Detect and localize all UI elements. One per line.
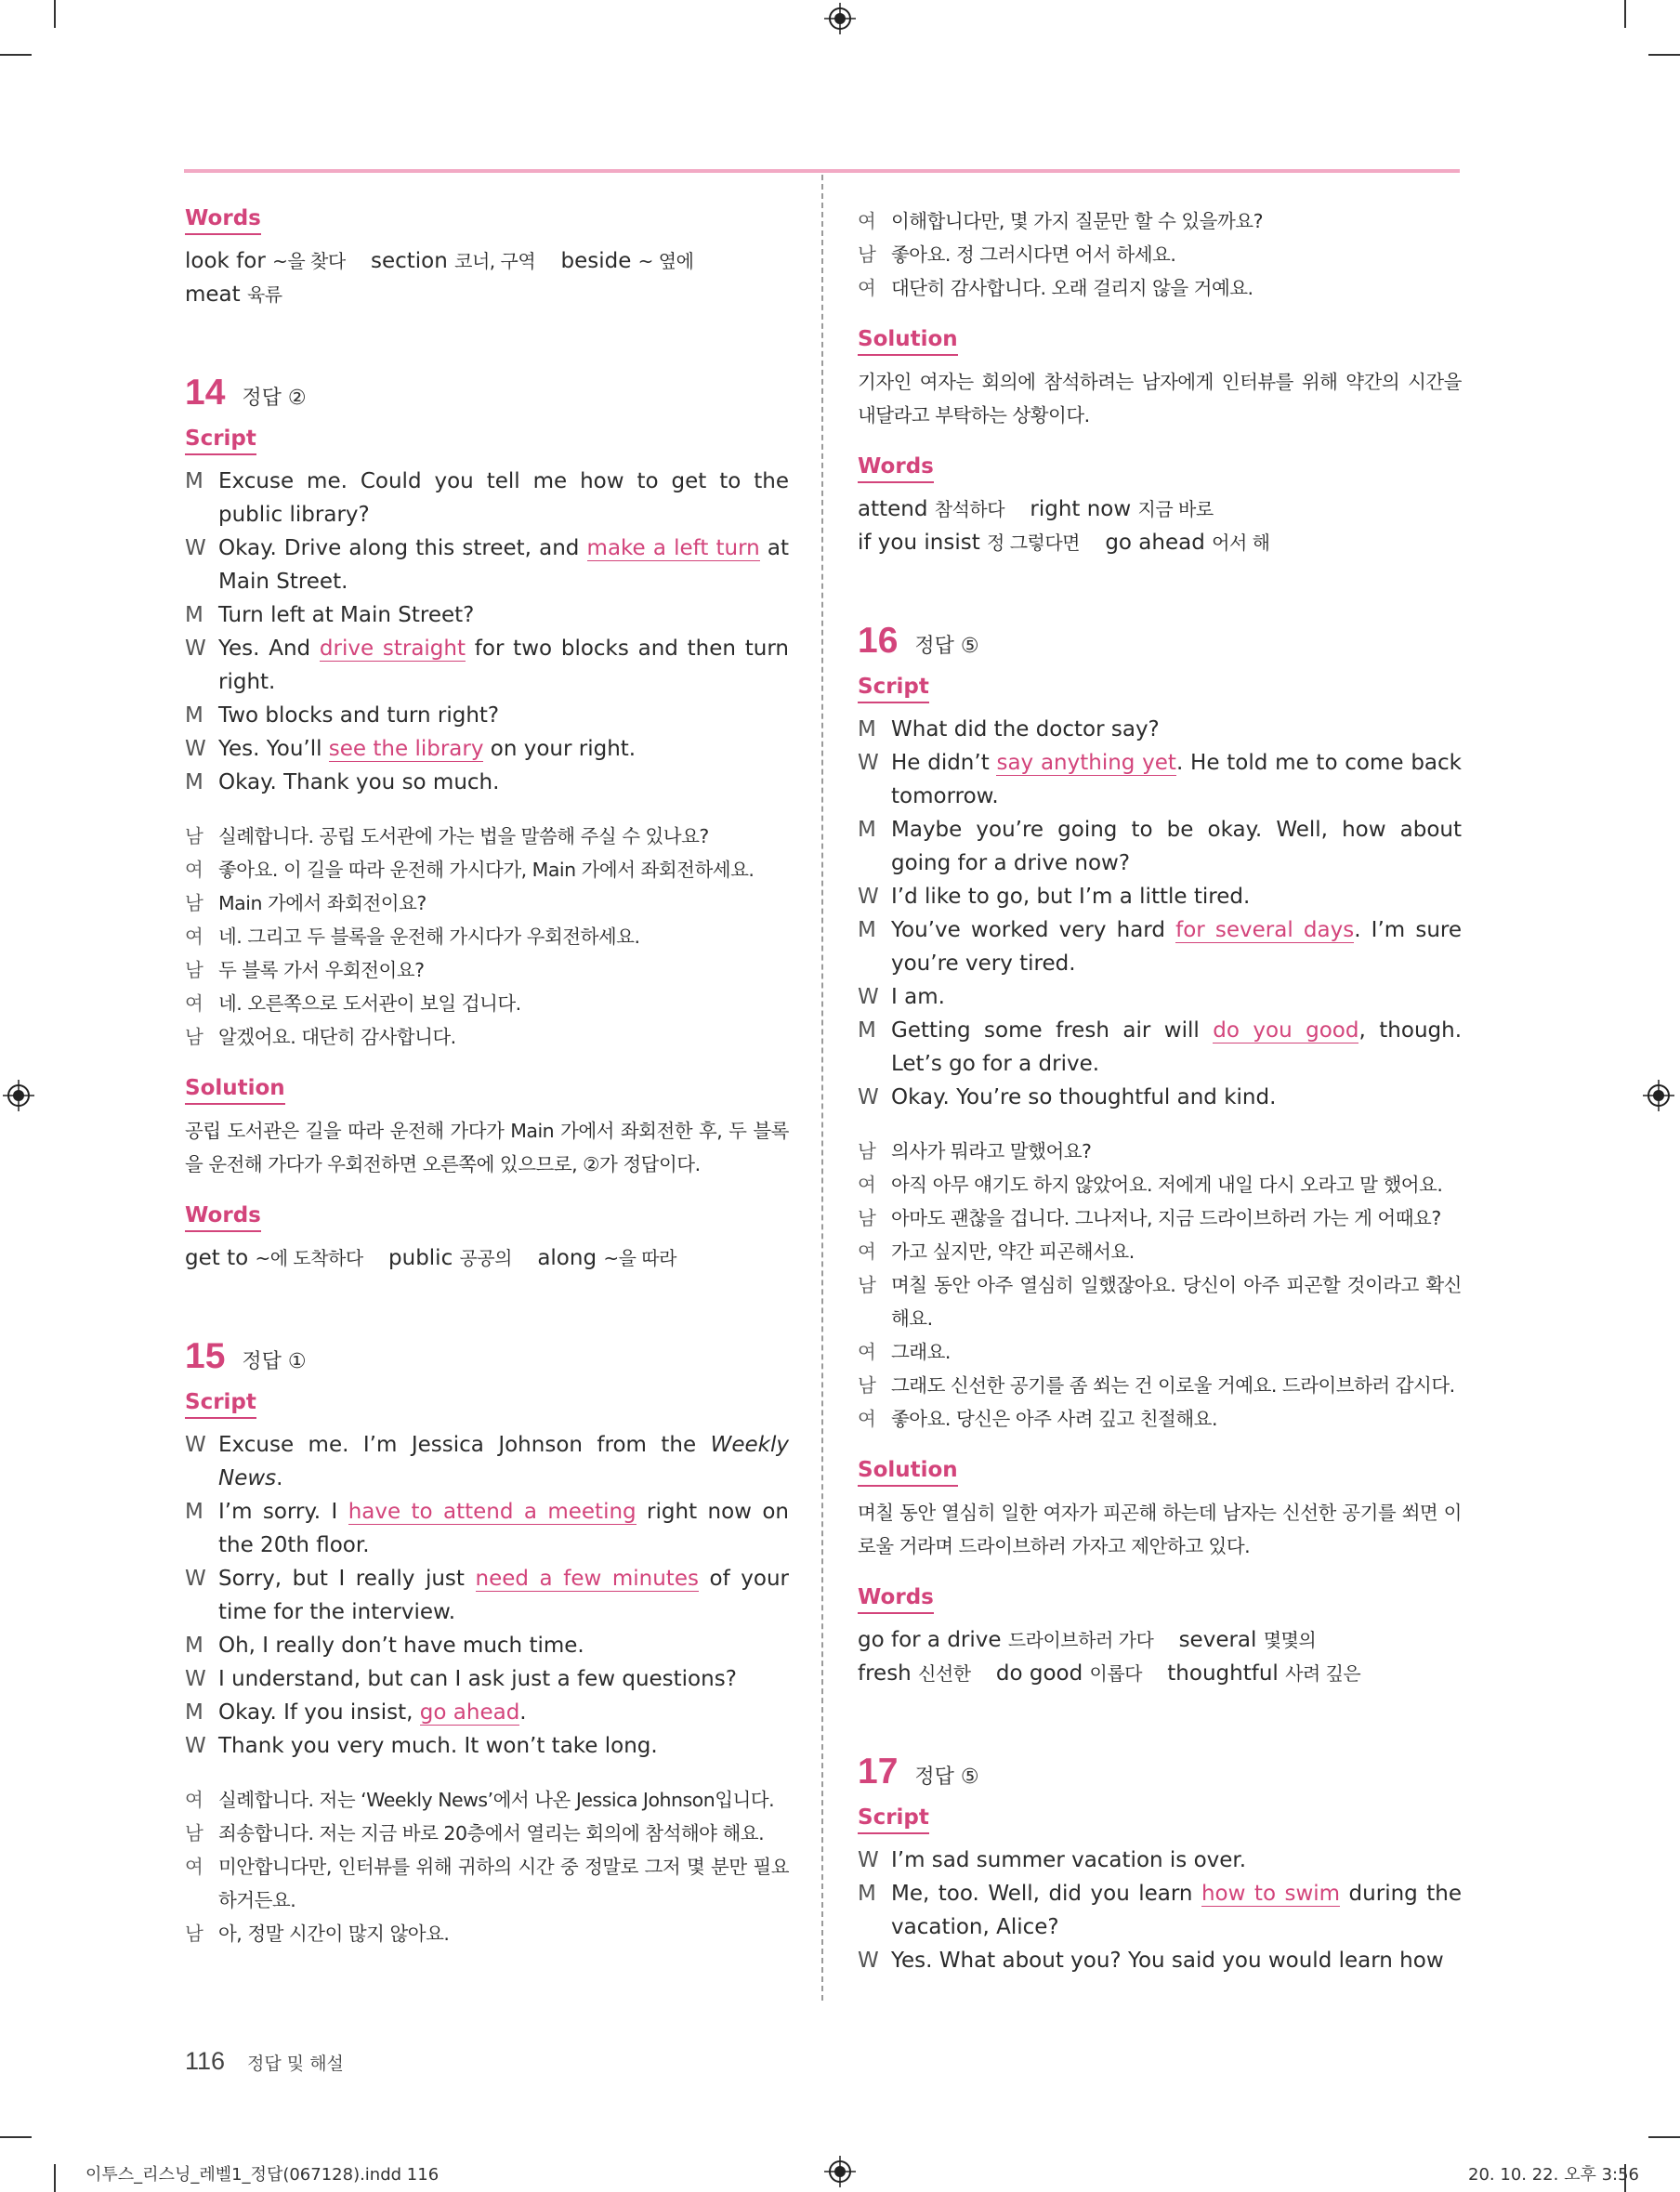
speaker-label: 남 xyxy=(185,959,203,981)
vocab-term: go ahead xyxy=(1105,531,1205,555)
speaker-label: 여 xyxy=(185,992,203,1015)
vocab-term: get to xyxy=(185,1246,249,1270)
vocab-term: several xyxy=(1178,1628,1257,1652)
vocab-item xyxy=(858,1628,1153,1652)
translation-text: 의사가 뭐라고 말했어요? xyxy=(891,1140,1092,1162)
translation-line xyxy=(185,886,789,920)
script-label: Script xyxy=(858,673,929,703)
key-phrase: do you good xyxy=(1213,1018,1359,1043)
speaker-label: 여 xyxy=(858,1174,876,1196)
vocab-meaning: 참석하다 xyxy=(934,498,1005,520)
vocab-item xyxy=(371,249,535,273)
top-rule xyxy=(184,169,1460,173)
script-line xyxy=(185,766,789,799)
script-text xyxy=(218,532,789,598)
text-run: What did the doctor say? xyxy=(891,717,1160,742)
translation-line xyxy=(858,271,1462,305)
script-line xyxy=(858,746,1462,813)
page-number: 116 xyxy=(185,2047,226,2075)
vocab-item xyxy=(1030,497,1213,521)
script-label: Script xyxy=(185,1388,256,1419)
vocab-meaning: 드라이브하러 가다 xyxy=(1007,1629,1154,1651)
script-text xyxy=(891,1014,1462,1081)
question-number: 15 xyxy=(185,1336,226,1376)
script-line xyxy=(185,1562,789,1629)
text-run: I am. xyxy=(891,985,945,1009)
script-text xyxy=(218,1696,789,1729)
script-label: Script xyxy=(858,1804,929,1834)
speaker-label: M xyxy=(185,469,203,493)
script-line xyxy=(858,713,1462,746)
question-17-header xyxy=(858,1750,1462,1794)
text-run: I understand, but can I ask just a few questions? xyxy=(218,1667,737,1691)
translation-line xyxy=(858,1201,1462,1235)
script-text xyxy=(218,465,789,532)
speaker-label: 여 xyxy=(858,1341,876,1363)
page-section-title: 정답 및 해설 xyxy=(247,2054,344,2074)
script-line xyxy=(858,1944,1462,1977)
script-line xyxy=(858,913,1462,980)
speaker-label: 남 xyxy=(185,892,203,914)
script-text xyxy=(891,1944,1462,1977)
vocab-meaning: 몇몇의 xyxy=(1263,1629,1317,1651)
text-run: for two blocks and then turn right. xyxy=(218,637,789,694)
words-label: Words xyxy=(858,1583,934,1614)
speaker-label: M xyxy=(185,1700,203,1725)
speaker-label: 여 xyxy=(185,1789,203,1811)
translation-text: Main 가에서 좌회전이요? xyxy=(218,892,427,914)
speaker-label: 남 xyxy=(185,825,203,847)
key-phrase: drive straight xyxy=(319,637,466,661)
vocab-item xyxy=(560,249,693,273)
vocab-item xyxy=(185,1246,363,1270)
registration-mark-icon xyxy=(1643,1080,1674,1111)
script xyxy=(858,1844,1462,1977)
text-run: Yes. You’ll xyxy=(218,737,329,761)
text-run: Excuse me. I’m Jessica Johnson from the xyxy=(218,1433,711,1457)
text-run: Okay. You’re so thoughtful and kind. xyxy=(891,1085,1277,1109)
column-divider xyxy=(821,175,823,2001)
text-run: Yes. What about you? You said you would learn how xyxy=(891,1949,1444,1973)
text-run: Sorry, but I really just xyxy=(218,1567,476,1591)
translation-line xyxy=(185,1850,789,1917)
speaker-label: W xyxy=(185,536,206,560)
translation-text: 좋아요. 당신은 아주 사려 깊고 친절해요. xyxy=(891,1408,1217,1430)
vocab-term: beside xyxy=(560,249,632,273)
script-line xyxy=(185,1662,789,1696)
vocab-item xyxy=(185,282,282,307)
text-run: Excuse me. Could you tell me how to get to the public library? xyxy=(218,469,789,527)
script xyxy=(185,465,789,799)
text-run: He didn’t xyxy=(891,751,997,775)
vocab-meaning: 공공의 xyxy=(459,1247,512,1269)
translation-line xyxy=(858,1268,1462,1335)
translation-line xyxy=(858,1335,1462,1369)
speaker-label: 남 xyxy=(858,1140,876,1162)
translation-text: 이해합니다만, 몇 가지 질문만 할 수 있을까요? xyxy=(891,210,1263,232)
script-text xyxy=(891,913,1462,980)
script-line xyxy=(185,532,789,598)
speaker-label: 여 xyxy=(858,1240,876,1263)
vocab-meaning: 지금 바로 xyxy=(1137,498,1214,520)
solution-text: 기자인 여자는 회의에 참석하려는 남자에게 인터뷰를 위해 약간의 시간을 내달라고 부탁하는 상황이다. xyxy=(858,371,1462,427)
speaker-label: 여 xyxy=(185,1856,203,1878)
key-phrase: go ahead xyxy=(419,1700,520,1725)
script-text xyxy=(218,1428,789,1495)
text-run: I’d like to go, but I’m a little tired. xyxy=(891,885,1251,909)
script xyxy=(185,1428,789,1763)
vocab-item xyxy=(858,497,1004,521)
speaker-label: M xyxy=(185,1500,203,1524)
question-number: 16 xyxy=(858,621,899,661)
script-line xyxy=(185,1629,789,1662)
translation-line xyxy=(185,987,789,1020)
script-line xyxy=(185,732,789,766)
speaker-label: M xyxy=(858,818,876,842)
vocab-item xyxy=(1105,531,1269,555)
words-list xyxy=(185,1241,789,1275)
words-label: Words xyxy=(185,204,261,235)
script-line xyxy=(185,598,789,632)
script-line xyxy=(858,980,1462,1014)
script-text xyxy=(218,1629,789,1662)
vocab-meaning: ~을 찾다 xyxy=(272,250,346,272)
speaker-label: 여 xyxy=(858,210,876,232)
text-run: Okay. Drive along this street, and xyxy=(218,536,587,560)
question-16-header xyxy=(858,619,1462,663)
speaker-label: W xyxy=(185,1667,206,1691)
solution-label: Solution xyxy=(858,325,958,356)
translation-line xyxy=(858,1402,1462,1436)
script-text xyxy=(218,1729,789,1763)
speaker-label: 남 xyxy=(858,243,876,266)
translation-text: 네. 오른쪽으로 도서관이 보일 겁니다. xyxy=(218,992,521,1015)
vocab-term: section xyxy=(371,249,448,273)
vocab-item xyxy=(858,531,1080,555)
left-column xyxy=(185,204,789,1950)
translation-line xyxy=(185,1783,789,1817)
vocab-term: public xyxy=(388,1246,453,1270)
text-run: right now on the 20th floor. xyxy=(218,1500,790,1557)
script-text xyxy=(218,1495,789,1562)
speaker-label: 남 xyxy=(858,1207,876,1229)
key-phrase: need a few minutes xyxy=(475,1567,699,1591)
text-run: Me, too. Well, did you learn xyxy=(891,1882,1201,1906)
translation-text: 며칠 동안 아주 열심히 일했잖아요. 당신이 아주 피곤할 것이라고 확신해요. xyxy=(891,1274,1462,1330)
words-label: Words xyxy=(858,453,934,483)
script-line xyxy=(858,1014,1462,1081)
words-list xyxy=(858,492,1462,559)
translation-text: 좋아요. 정 그러시다면 어서 하세요. xyxy=(891,243,1176,266)
right-column xyxy=(858,204,1462,1977)
print-slug-timestamp: 20. 10. 22. 오후 3:56 xyxy=(1468,2165,1639,2185)
script-text xyxy=(891,1877,1462,1944)
speaker-label: 남 xyxy=(858,1374,876,1397)
translation-text: 좋아요. 이 길을 따라 운전해 가시다가, Main 가에서 좌회전하세요. xyxy=(218,859,755,881)
text-run: of your time for the interview. xyxy=(218,1567,789,1624)
script-text xyxy=(891,813,1462,880)
translation-text: 그래도 신선한 공기를 좀 쐬는 건 이로울 거예요. 드라이브하러 갑시다. xyxy=(891,1374,1455,1397)
speaker-label: W xyxy=(858,885,879,909)
text-run: Turn left at Main Street? xyxy=(218,603,475,627)
key-phrase: make a left turn xyxy=(586,536,760,560)
vocab-item xyxy=(1179,1628,1317,1652)
translation-line xyxy=(185,820,789,853)
script xyxy=(858,713,1462,1114)
speaker-label: 여 xyxy=(185,925,203,948)
text-run: I’m sad summer vacation is over. xyxy=(891,1848,1247,1872)
script-line xyxy=(185,699,789,732)
crop-mark xyxy=(54,2164,56,2192)
translation-continued xyxy=(858,204,1462,305)
translation-line xyxy=(185,1917,789,1950)
vocab-meaning: 신선한 xyxy=(918,1662,971,1685)
vocab-item xyxy=(185,249,346,273)
text-run: during the vacation, Alice? xyxy=(891,1882,1462,1939)
speaker-label: 남 xyxy=(185,1026,203,1048)
vocab-term: attend xyxy=(858,497,928,521)
script-line xyxy=(858,1877,1462,1944)
text-run: Weekly News xyxy=(218,1433,789,1490)
key-phrase: for several days xyxy=(1175,918,1355,942)
translation-line xyxy=(858,1168,1462,1201)
vocab-meaning: ~ 옆에 xyxy=(637,250,694,272)
solution-label: Solution xyxy=(185,1074,285,1105)
script-line xyxy=(858,813,1462,880)
text-run: Okay. Thank you so much. xyxy=(218,770,500,794)
speaker-label: W xyxy=(858,1949,879,1973)
text-run: Two blocks and turn right? xyxy=(218,703,500,728)
speaker-label: W xyxy=(858,1085,879,1109)
vocab-term: look for xyxy=(185,249,266,273)
text-run: Oh, I really don’t have much time. xyxy=(218,1634,584,1658)
translation-text: 실례합니다. 공립 도서관에 가는 법을 말씀해 주실 수 있나요? xyxy=(218,825,709,847)
vocab-item xyxy=(996,1661,1142,1686)
script-line xyxy=(185,1696,789,1729)
registration-mark-icon xyxy=(824,3,856,34)
text-run: . xyxy=(519,1700,527,1725)
translation-line xyxy=(185,1020,789,1054)
question-number: 17 xyxy=(858,1752,899,1792)
translation-line xyxy=(858,204,1462,238)
vocab-item xyxy=(1167,1661,1360,1686)
words-label: Words xyxy=(185,1201,261,1232)
speaker-label: W xyxy=(185,1567,206,1591)
translation-text: 아, 정말 시간이 많지 않아요. xyxy=(218,1923,450,1945)
words-list xyxy=(185,244,789,311)
script-text xyxy=(891,980,1462,1014)
vocab-meaning: ~에 도착하다 xyxy=(255,1247,363,1269)
script-line xyxy=(858,1081,1462,1114)
key-phrase: have to attend a meeting xyxy=(348,1500,637,1524)
vocab-item xyxy=(537,1246,676,1270)
script-text xyxy=(891,1081,1462,1114)
crop-mark xyxy=(1648,2136,1680,2138)
speaker-label: W xyxy=(858,985,879,1009)
text-run: Thank you very much. It won’t take long. xyxy=(218,1734,658,1758)
registration-mark-icon xyxy=(824,2156,856,2187)
translation xyxy=(858,1135,1462,1436)
translation-text: 네. 그리고 두 블록을 운전해 가시다가 우회전하세요. xyxy=(218,925,640,948)
translation xyxy=(185,820,789,1054)
text-run: . xyxy=(276,1466,283,1490)
translation-text: 대단히 감사합니다. 오래 걸리지 않을 거예요. xyxy=(891,277,1253,299)
print-slug-file: 이투스_리스닝_레벨1_정답(067128).indd 116 xyxy=(85,2165,440,2185)
answer: 정답 ⑤ xyxy=(914,1765,979,1789)
translation-text: 미안합니다만, 인터뷰를 위해 귀하의 시간 중 정말로 그저 몇 분만 필요하거든요. xyxy=(218,1856,789,1911)
vocab-meaning: 코너, 구역 xyxy=(454,250,536,272)
speaker-label: 여 xyxy=(185,859,203,881)
vocab-term: go for a drive xyxy=(858,1628,1002,1652)
vocab-meaning: 어서 해 xyxy=(1212,532,1270,554)
speaker-label: M xyxy=(185,770,203,794)
script-text xyxy=(218,1562,789,1629)
speaker-label: M xyxy=(858,717,876,742)
translation-text: 아직 아무 얘기도 하지 않았어요. 저에게 내일 다시 오라고 말 했어요. xyxy=(891,1174,1443,1196)
vocab-meaning: ~을 따라 xyxy=(603,1247,676,1269)
translation-text: 실례합니다. 저는 ‘Weekly News’에서 나온 Jessica Johnson입니다. xyxy=(218,1789,775,1811)
text-run: Yes. And xyxy=(218,637,320,661)
translation xyxy=(185,1783,789,1950)
translation-line xyxy=(185,953,789,987)
text-run: on your right. xyxy=(483,737,637,761)
translation-text: 그래요. xyxy=(891,1341,951,1363)
script-text xyxy=(218,699,789,732)
speaker-label: W xyxy=(858,751,879,775)
answer: 정답 ② xyxy=(242,387,307,410)
translation-line xyxy=(858,1369,1462,1402)
speaker-label: W xyxy=(185,737,206,761)
script-line xyxy=(185,465,789,532)
script-line xyxy=(185,1495,789,1562)
speaker-label: 남 xyxy=(858,1274,876,1296)
translation-text: 죄송합니다. 저는 지금 바로 20층에서 열리는 회의에 참석해야 해요. xyxy=(218,1822,765,1844)
vocab-term: meat xyxy=(185,282,241,307)
key-phrase: say anything yet xyxy=(996,751,1176,775)
vocab-term: fresh xyxy=(858,1661,912,1686)
translation-line xyxy=(858,1135,1462,1168)
script-text xyxy=(218,732,789,766)
translation-text: 아마도 괜찮을 겁니다. 그나저나, 지금 드라이브하러 가는 게 어때요? xyxy=(891,1207,1441,1229)
translation-text: 알겠어요. 대단히 감사합니다. xyxy=(218,1026,456,1048)
solution-text: 공립 도서관은 길을 따라 운전해 가다가 Main 가에서 좌회전한 후, 두 블록을 운전해 가다가 우회전하면 오른쪽에 있으므로, ②가 정답이다. xyxy=(185,1120,789,1175)
script-text xyxy=(891,713,1462,746)
words-list xyxy=(858,1623,1462,1690)
page-footer xyxy=(185,2047,344,2076)
translation-text: 가고 싶지만, 약간 피곤해서요. xyxy=(891,1240,1135,1263)
key-phrase: see the library xyxy=(328,737,484,761)
text-run: Okay. If you insist, xyxy=(218,1700,420,1725)
text-run: I’m sorry. I xyxy=(218,1500,348,1524)
speaker-label: W xyxy=(185,637,206,661)
answer: 정답 ① xyxy=(242,1350,307,1373)
speaker-label: M xyxy=(185,603,203,627)
script-line xyxy=(858,1844,1462,1877)
answer: 정답 ⑤ xyxy=(914,635,979,658)
script-line xyxy=(858,880,1462,913)
script-line xyxy=(185,1428,789,1495)
script-text xyxy=(891,1844,1462,1877)
speaker-label: W xyxy=(185,1433,206,1457)
text-run: , though. Let’s go for a drive. xyxy=(891,1018,1463,1076)
vocab-term: right now xyxy=(1030,497,1132,521)
key-phrase: how to swim xyxy=(1201,1882,1341,1906)
vocab-meaning: 사려 깊은 xyxy=(1285,1662,1361,1685)
vocab-meaning: 정 그렇다면 xyxy=(987,532,1080,554)
translation-line xyxy=(185,853,789,886)
speaker-label: 여 xyxy=(858,1408,876,1430)
vocab-term: thoughtful xyxy=(1167,1661,1279,1686)
crop-mark xyxy=(0,54,32,56)
speaker-label: M xyxy=(185,703,203,728)
vocab-term: if you insist xyxy=(858,531,980,555)
crop-mark xyxy=(0,2136,32,2138)
speaker-label: W xyxy=(858,1848,879,1872)
text-run: at Main Street. xyxy=(218,536,789,594)
translation-line xyxy=(185,920,789,953)
text-run: Getting some fresh air will xyxy=(891,1018,1214,1043)
speaker-label: M xyxy=(858,1018,876,1043)
script-text xyxy=(218,1662,789,1696)
speaker-label: M xyxy=(858,1882,876,1906)
script-text xyxy=(218,632,789,699)
script-text xyxy=(218,598,789,632)
crop-mark xyxy=(1648,54,1680,56)
registration-mark-icon xyxy=(3,1080,34,1111)
crop-mark xyxy=(1624,0,1626,28)
script-text xyxy=(891,746,1462,813)
vocab-item xyxy=(388,1246,512,1270)
translation-line xyxy=(858,238,1462,271)
text-run: Maybe you’re going to be okay. Well, how about going for a drive now? xyxy=(891,818,1462,875)
vocab-meaning: 육류 xyxy=(246,283,282,306)
text-run: . I’m sure you’re very tired. xyxy=(891,918,1463,976)
solution-label: Solution xyxy=(858,1456,958,1487)
speaker-label: M xyxy=(185,1634,203,1658)
vocab-term: do good xyxy=(995,1661,1083,1686)
speaker-label: W xyxy=(185,1734,206,1758)
script-text xyxy=(218,766,789,799)
crop-mark xyxy=(54,0,56,28)
script-label: Script xyxy=(185,425,256,455)
solution-text: 며칠 동안 열심히 일한 여자가 피곤해 하는데 남자는 신선한 공기를 쐬면 이로울 거라며 드라이브하러 가자고 제안하고 있다. xyxy=(858,1502,1462,1557)
script-text xyxy=(891,880,1462,913)
text-run: . He told me to come back tomorrow. xyxy=(891,751,1462,808)
vocab-term: along xyxy=(537,1246,597,1270)
question-14-header xyxy=(185,371,789,415)
translation-line xyxy=(185,1817,789,1850)
script-line xyxy=(185,1729,789,1763)
speaker-label: 여 xyxy=(858,277,876,299)
question-number: 14 xyxy=(185,373,226,413)
question-15-header xyxy=(185,1334,789,1379)
speaker-label: M xyxy=(858,918,876,942)
script-line xyxy=(185,632,789,699)
vocab-item xyxy=(858,1661,971,1686)
text-run: You’ve worked very hard xyxy=(891,918,1176,942)
speaker-label: 남 xyxy=(185,1822,203,1844)
vocab-meaning: 이롭다 xyxy=(1089,1662,1142,1685)
translation-text: 두 블록 가서 우회전이요? xyxy=(218,959,425,981)
translation-line xyxy=(858,1235,1462,1268)
speaker-label: 남 xyxy=(185,1923,203,1945)
